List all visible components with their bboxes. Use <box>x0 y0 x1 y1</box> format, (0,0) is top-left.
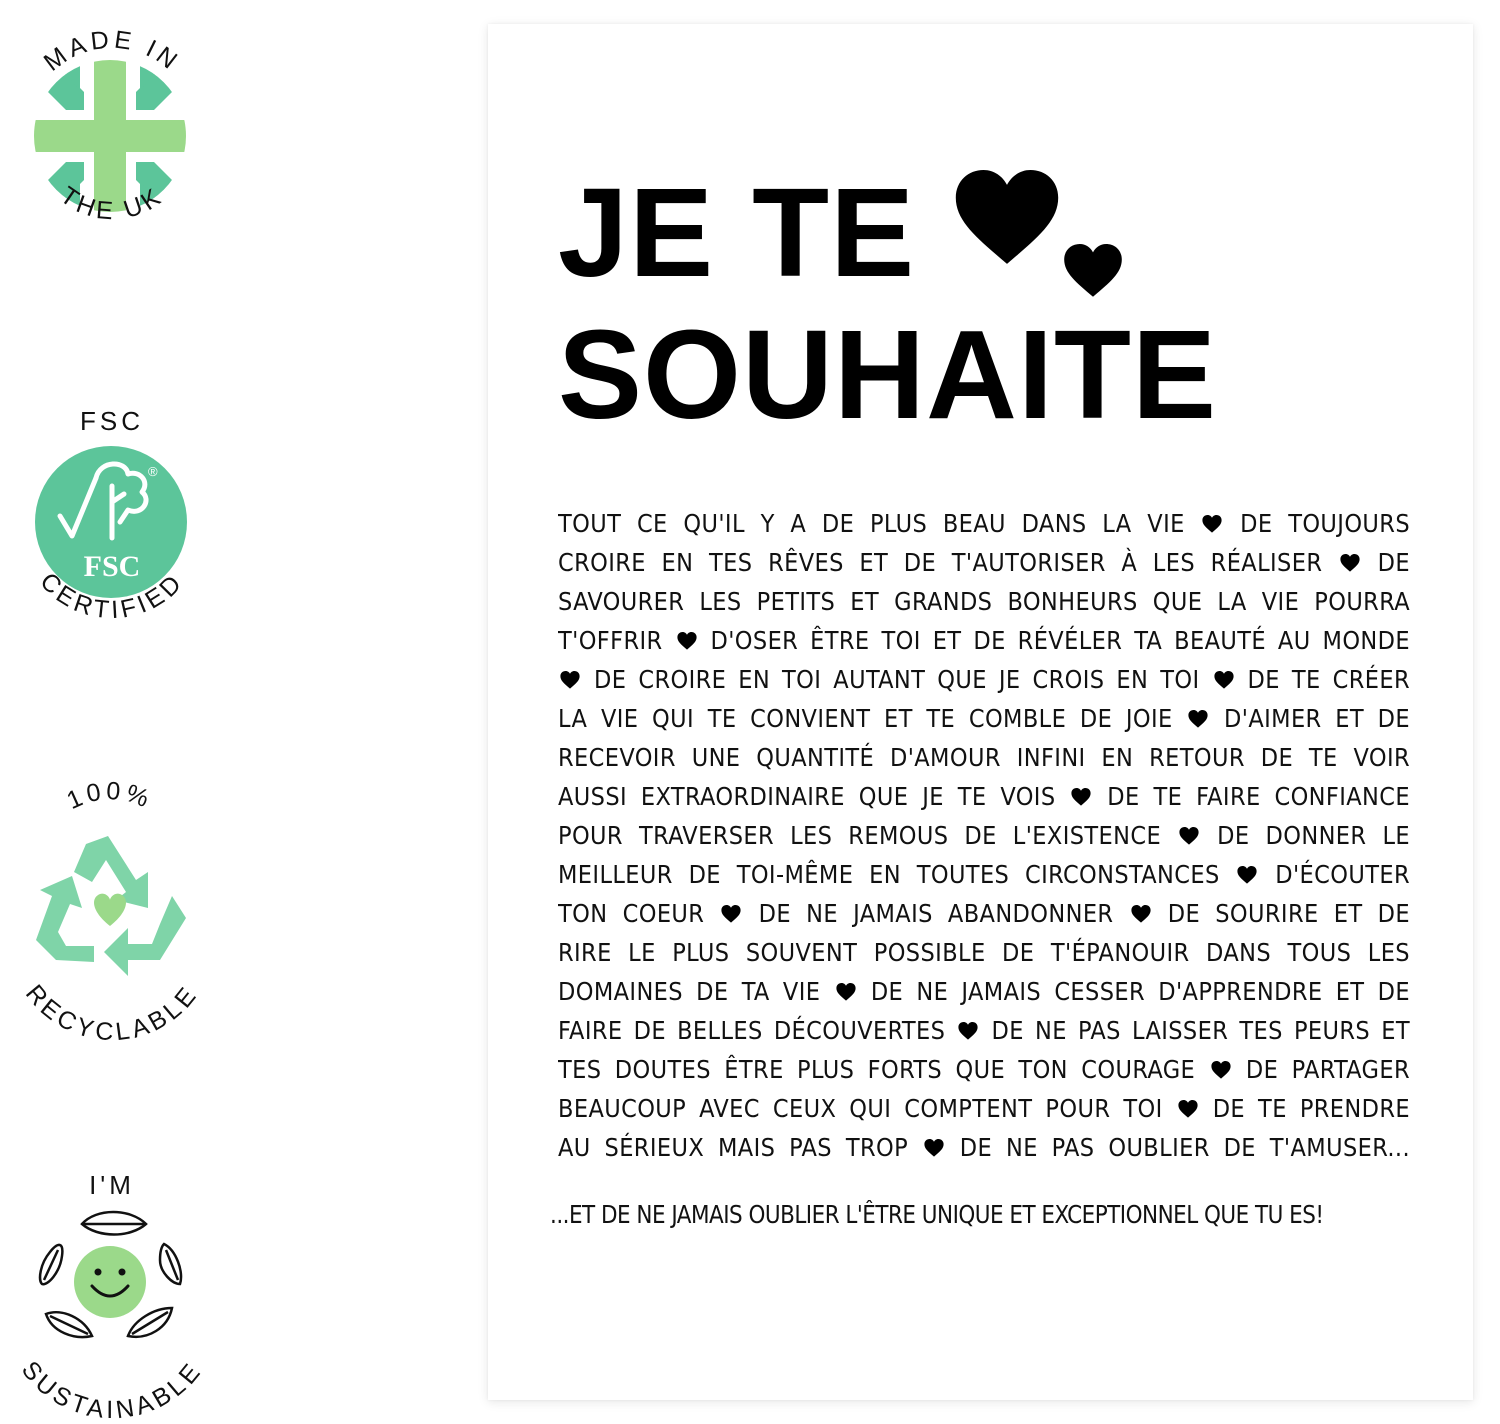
heart-large-icon <box>953 162 1061 304</box>
message-segment: LA VIE QUI TE CONVIENT ET TE COMBLE DE JOIE <box>558 704 1173 733</box>
message-line <box>558 699 1410 738</box>
certified-label: CERTIFIED <box>34 567 190 625</box>
message-segment: DOMAINES DE TA VIE <box>558 977 821 1006</box>
message-segment: DE PARTAGER <box>1245 1055 1410 1084</box>
heart-icon <box>924 1129 944 1147</box>
recycle-heart-icon <box>0 776 225 1047</box>
heart-icon <box>1188 700 1208 718</box>
message-line <box>558 738 1410 777</box>
made-in-label: MADE IN <box>38 25 186 77</box>
message-line <box>558 1089 1410 1128</box>
message-line <box>558 1050 1410 1089</box>
heart-icon <box>1340 544 1360 562</box>
message-line <box>558 894 1410 933</box>
card-title <box>558 162 1217 446</box>
message-line <box>558 1011 1410 1050</box>
message-segment: D'ÉCOUTER <box>1275 860 1410 889</box>
recyclable-badge <box>0 776 225 1047</box>
message-line <box>558 855 1410 894</box>
message-segment: RECEVOIR UNE QUANTITÉ D'AMOUR INFINI EN RETOUR DE TE VOIR <box>558 743 1410 772</box>
message-segment: DE TE PRENDRE <box>1212 1094 1410 1123</box>
heart-icon <box>1071 778 1091 796</box>
made-in-uk-badge <box>0 14 225 254</box>
card-message-body <box>558 504 1410 1167</box>
heart-icon <box>1178 1090 1198 1108</box>
message-line <box>558 972 1410 1011</box>
heart-icon <box>1131 895 1151 913</box>
heart-icon <box>721 895 741 913</box>
message-segment: MEILLEUR DE TOI-MÊME EN TOUTES CIRCONSTANCES <box>558 860 1220 889</box>
message-segment: RIRE LE PLUS SOUVENT POSSIBLE DE T'ÉPANOUIR DANS TOUS LES <box>558 938 1410 967</box>
message-segment: D'OSER ÊTRE TOI ET DE RÉVÉLER TA BEAUTÉ AU MONDE <box>710 626 1410 655</box>
message-line <box>558 1128 1410 1167</box>
message-segment: D'AIMER ET DE <box>1224 704 1410 733</box>
message-segment: AU SÉRIEUX MAIS PAS TROP <box>558 1133 909 1162</box>
message-segment: TES DOUTES ÊTRE PLUS FORTS QUE TON COURAGE <box>558 1055 1196 1084</box>
message-segment: AUSSI EXTRAORDINAIRE QUE JE TE VOIS <box>558 782 1056 811</box>
heart-icon <box>1202 505 1222 523</box>
message-segment: DE NE JAMAIS CESSER D'APPRENDRE ET DE <box>870 977 1410 1006</box>
sustainable-label: SUSTAINABLE <box>15 1355 209 1424</box>
sustainable-badge <box>0 1168 225 1424</box>
card-closing-line: ...ET DE NE JAMAIS OUBLIER L'ÊTRE UNIQUE ET EXCEPTIONNEL QUE TU ES! <box>550 1200 1324 1229</box>
union-jack-icon <box>0 14 225 254</box>
im-label: I'M <box>89 1170 135 1200</box>
message-segment: DE TE FAIRE CONFIANCE <box>1107 782 1410 811</box>
greeting-card <box>488 24 1473 1400</box>
title-word-te: TE <box>752 162 916 303</box>
message-segment: T'OFFRIR <box>558 626 663 655</box>
message-line <box>558 816 1410 855</box>
fsc-badge <box>0 398 225 638</box>
message-segment: DE <box>1377 548 1410 577</box>
message-segment: DE NE PAS OUBLIER DE T'AMUSER... <box>959 1133 1410 1162</box>
smiley-leaves-icon <box>0 1168 225 1424</box>
message-segment: FAIRE DE BELLES DÉCOUVERTES <box>558 1016 946 1045</box>
heart-icon <box>1237 856 1257 874</box>
percent-label: 100% <box>62 776 157 815</box>
heart-icon <box>1214 661 1234 679</box>
message-line <box>558 777 1410 816</box>
message-line <box>558 621 1410 660</box>
message-segment: DE NE JAMAIS ABANDONNER <box>758 899 1114 928</box>
message-segment: DE CROIRE EN TOI AUTANT QUE JE CROIS EN TOI <box>594 665 1200 694</box>
message-segment: BEAUCOUP AVEC CEUX QUI COMPTENT POUR TOI <box>558 1094 1163 1123</box>
fsc-tree-icon <box>0 398 225 638</box>
heart-icon <box>1211 1051 1231 1069</box>
message-segment: DE NE PAS LAISSER TES PEURS ET <box>991 1016 1410 1045</box>
heart-icon <box>677 622 697 640</box>
heart-icon <box>958 1012 978 1030</box>
message-segment: DE TOUJOURS <box>1240 509 1410 538</box>
message-line <box>558 543 1410 582</box>
message-segment: CROIRE EN TES RÊVES ET DE T'AUTORISER À LES RÉALISER <box>558 548 1323 577</box>
title-word-souhaite: SOUHAITE <box>558 304 1218 445</box>
message-line <box>558 582 1410 621</box>
message-line <box>558 933 1410 972</box>
message-segment: SAVOURER LES PETITS ET GRANDS BONHEURS QUE LA VIE POURRA <box>558 587 1410 616</box>
fsc-logo-text: FSC <box>83 550 141 583</box>
heart-small-icon <box>1061 162 1121 304</box>
fsc-registered-mark: ® <box>148 464 158 479</box>
title-word-je: JE <box>558 162 715 303</box>
heart-icon <box>836 973 856 991</box>
heart-icon <box>560 661 580 679</box>
message-segment: TON COEUR <box>558 899 705 928</box>
fsc-top-label: FSC <box>80 406 144 436</box>
message-line <box>558 504 1410 543</box>
the-uk-label: THE UK <box>55 181 169 226</box>
message-segment: DE DONNER LE <box>1217 821 1410 850</box>
message-segment: TOUT CE QU'IL Y A DE PLUS BEAU DANS LA VIE <box>558 509 1185 538</box>
recyclable-label: RECYCLABLE <box>20 979 204 1047</box>
message-line <box>558 660 1410 699</box>
message-segment: DE SOURIRE ET DE <box>1167 899 1410 928</box>
heart-icon <box>1179 817 1199 835</box>
message-segment: POUR TRAVERSER LES REMOUS DE L'EXISTENCE <box>558 821 1162 850</box>
message-segment: DE TE CRÉER <box>1247 665 1410 694</box>
